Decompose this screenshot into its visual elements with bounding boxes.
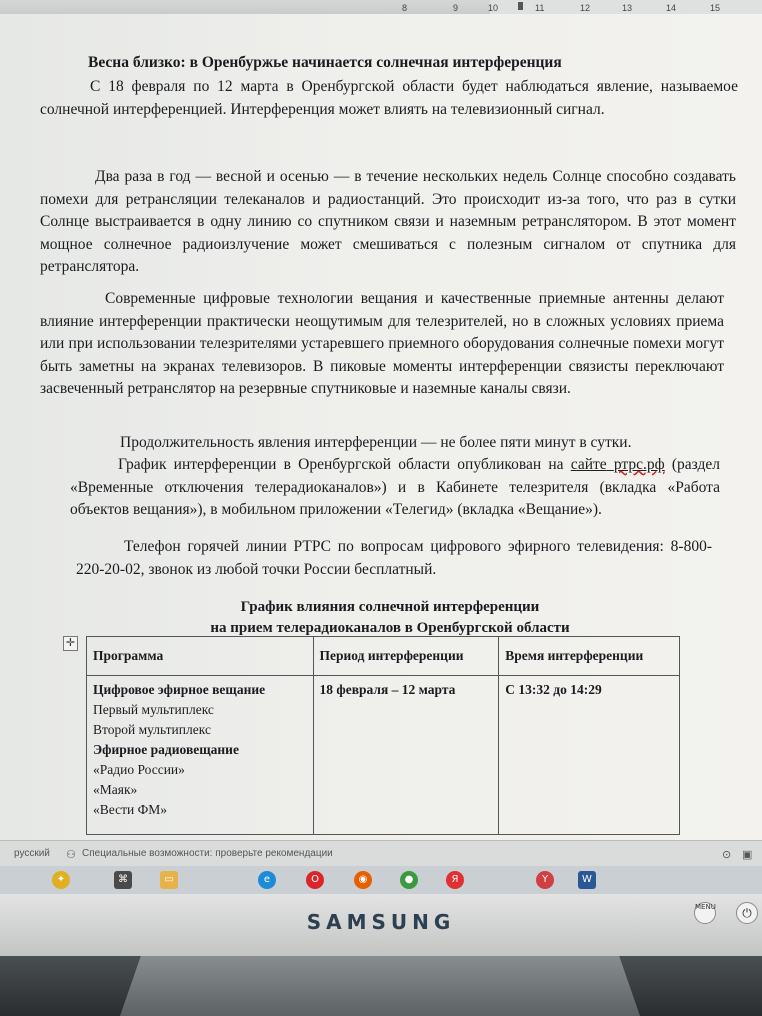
table-caption: [110, 597, 670, 639]
focus-mode-icon[interactable]: ⊙: [722, 849, 732, 861]
list-item: «Маяк»: [93, 782, 138, 797]
move-handle-icon[interactable]: ✛: [63, 636, 78, 651]
language-indicator[interactable]: русский: [14, 848, 50, 859]
monitor-stand-neck: [120, 956, 640, 1016]
ruler-tick: 12: [580, 3, 591, 13]
ruler-tick: 9: [453, 3, 459, 13]
opera-icon[interactable]: O: [306, 871, 324, 889]
rtrs-link-domain: ртрс.рф: [613, 456, 665, 473]
table-caption-line1: График влияния солнечной интерференции: [240, 599, 540, 615]
monitor-brand-logo: SAMSUNG: [306, 910, 456, 934]
rtrs-link-word: сайте: [570, 456, 607, 473]
schedule-text-before: График интерференции в Оренбургской области опубликован на: [118, 456, 571, 473]
cell-period[interactable]: [313, 676, 499, 835]
list-item: Первый мультиплекс: [93, 702, 214, 717]
rtrs-site-link[interactable]: [571, 456, 665, 473]
document-title: Весна близко: в Оренбуржье начинается солнечная интерференция: [88, 54, 562, 71]
yandex-icon[interactable]: Я: [446, 871, 464, 889]
ruler-tick: 8: [402, 3, 408, 13]
schedule-text-after: (раздел «Временные отключения телерадиоканалов») и в Кабинете телезрителя (вкладка «Работа объектов вещания»), в мобильном приложении «Телегид» (вкладка «Вещание»).: [70, 456, 721, 519]
widgets-icon[interactable]: ✦: [52, 871, 70, 889]
paragraph-intro: С 18 февраля по 12 марта в Оренбургской области будет наблюдаться явление, называемое солнечной интерференцией. Интерференция может влиять на телевизионный сигнал.: [40, 78, 738, 118]
table-header-row: [87, 637, 680, 676]
monitor-stand: [0, 956, 762, 1016]
cell-programs[interactable]: [87, 676, 314, 835]
paragraph-hotline: Телефон горячей линии РТРС по вопросам цифрового эфирного телевидения: 8-800-220-20-02, звонок из любой точки России бесплатный.: [76, 538, 712, 578]
header-period[interactable]: Период интерференции: [313, 637, 499, 676]
print-layout-icon[interactable]: ▣: [742, 849, 753, 861]
chrome-icon[interactable]: ●: [400, 871, 418, 889]
paragraph-cause: Два раза в год — весной и осенью — в течение нескольких недель Солнце способно создавать помехи для ретрансляции телеканалов и радиостанций. Это происходит из-за того, что раз в сутки Солнце выстраивается в одну линию со спутником связи и наземным ретранслятором. В этот момент мощное солнечное радиоизлучение может смешиваться с полезным сигналом от спутника для ретранслятора.: [40, 168, 736, 276]
edge-icon[interactable]: e: [258, 871, 276, 889]
monitor-menu-button[interactable]: MENU: [694, 902, 716, 924]
accessibility-icon[interactable]: ⚇: [66, 849, 76, 861]
status-bar: [0, 840, 762, 867]
ruler-tick: 15: [710, 3, 721, 13]
list-item: «Радио России»: [93, 762, 185, 777]
firefox-icon[interactable]: ◉: [354, 871, 372, 889]
document-page[interactable]: [0, 14, 762, 840]
radio-heading: Эфирное радиовещание: [93, 742, 239, 757]
file-explorer-icon[interactable]: ⌘: [114, 871, 132, 889]
taskbar: [0, 866, 762, 894]
ruler-tick: 13: [622, 3, 633, 13]
list-item: «Вести ФМ»: [93, 802, 167, 817]
paragraph-schedule: [70, 454, 720, 522]
paragraph-technology: Современные цифровые технологии вещания и качественные приемные антенны делают влияние интерференции практически неощутимым для телезрителей, но в сложных условиях приема или при использовании телезрителями устаревшего приемного оборудования солнечные помехи могут быть заметны на экранах телевизоров. В пиковые моменты интерференции связисты переключают засвеченный ретранслятор на резервные спутниковые и наземные каналы связи.: [40, 290, 724, 398]
paragraph-duration: Продолжительность явления интерференции — не более пяти минут в сутки.: [120, 434, 632, 451]
list-item: Второй мультиплекс: [93, 722, 211, 737]
monitor-bezel: [0, 894, 762, 956]
header-time[interactable]: Время интерференции: [499, 637, 680, 676]
accessibility-status[interactable]: Специальные возможности: проверьте рекомендации: [82, 848, 333, 859]
ruler-tick: 11: [535, 3, 545, 13]
table-caption-line2: на прием телерадиоканалов в Оренбургской области: [210, 620, 570, 636]
cell-time[interactable]: [499, 676, 680, 835]
ruler-indent-marker[interactable]: [518, 2, 523, 10]
folder-icon[interactable]: ▭: [160, 871, 178, 889]
time-value: С 13:32 до 14:29: [505, 682, 602, 697]
tv-heading: Цифровое эфирное вещание: [93, 682, 266, 697]
ruler-tick: 10: [488, 3, 499, 13]
header-program[interactable]: Программа: [87, 637, 314, 676]
yandex-browser-icon[interactable]: Y: [536, 871, 554, 889]
ruler: [0, 0, 762, 15]
interference-table[interactable]: [86, 636, 680, 835]
period-value: 18 февраля – 12 марта: [319, 682, 456, 697]
word-icon[interactable]: W: [578, 871, 596, 889]
monitor-power-icon[interactable]: ⏻: [736, 902, 758, 924]
table-row: [87, 676, 680, 835]
ruler-tick: 14: [666, 3, 677, 13]
